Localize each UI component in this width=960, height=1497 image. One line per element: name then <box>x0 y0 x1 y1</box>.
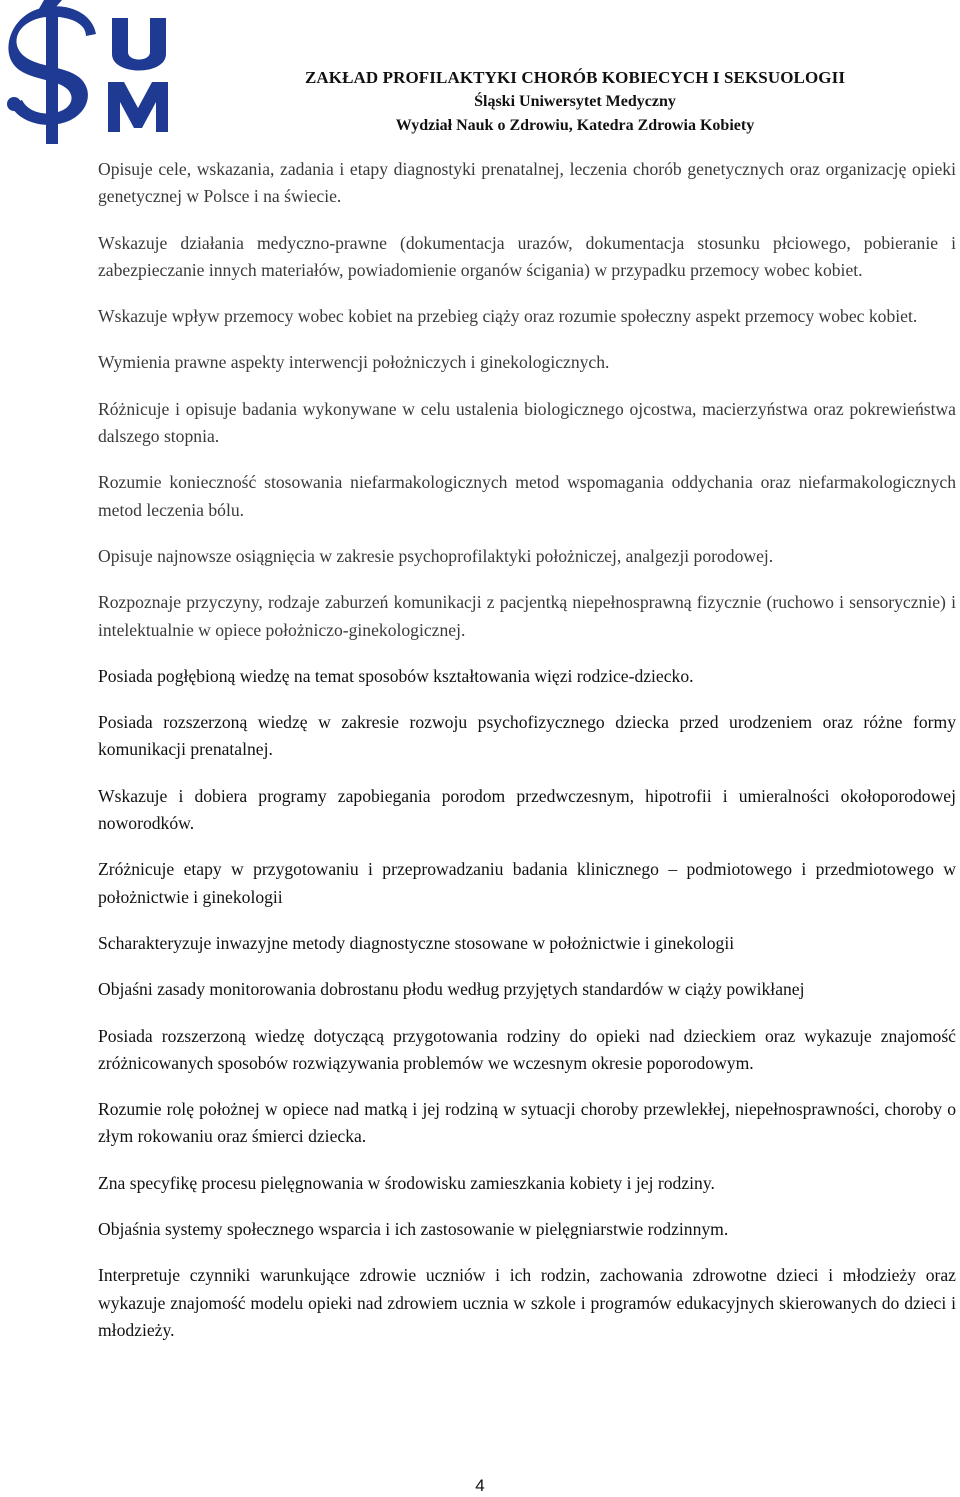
paragraph: Objaśni zasady monitorowania dobrostanu płodu według przyjętych standardów w ciąży powikłanej <box>98 979 805 1000</box>
paragraph: Opisuje cele, wskazania, zadania i etapy diagnostyki prenatalnej, leczenia chorób genetycznych oraz organizację opieki genetycznej w Polsce i na świecie. <box>98 159 956 207</box>
paragraph: Scharakteryzuje inwazyjne metody diagnostyczne stosowane w położnictwie i ginekologii <box>98 932 735 953</box>
paragraph: Wymienia prawne aspekty interwencji położniczych i ginekologicznych. <box>98 352 610 373</box>
paragraph: Rozumie rolę położnej w opiece nad matką i jej rodziną w sytuacji choroby przewlekłej, niepełnosprawności, choroby o złym rokowaniu oraz śmierci dziecka. <box>98 1099 956 1147</box>
paragraph: Zna specyfikę procesu pielęgnowania w środowisku zamieszkania kobiety i jej rodziny. <box>98 1172 715 1193</box>
learning-outcomes-list <box>98 156 956 1363</box>
header-university: Śląski Uniwersytet Medyczny <box>474 93 676 110</box>
paragraph: Zróżnicuje etapy w przygotowaniu i przeprowadzaniu badania klinicznego – podmiotowego i przedmiotowego w położnictwie i ginekologii <box>98 859 956 907</box>
paragraph: Objaśnia systemy społecznego wsparcia i ich zastosowanie w pielęgniarstwie rodzinnym. <box>98 1219 729 1240</box>
paragraph: Interpretuje czynniki warunkujące zdrowie uczniów i ich rodzin, zachowania zdrowotne dzieci i młodzieży oraz wykazuje znajomość modelu opieki nad zdrowiem ucznia w szkole i programów edukacyjnych skierowanych do dzieci i młodzieży. <box>98 1265 956 1340</box>
paragraph: Rozumie konieczność stosowania niefarmakologicznych metod wspomagania oddychania oraz niefarmakologicznych metod leczenia bólu. <box>98 472 956 520</box>
page-number: 4 <box>475 1476 485 1495</box>
header-department: ZAKŁAD PROFILAKTYKI CHORÓB KOBIECYCH I SEKSUOLOGII <box>304 68 846 87</box>
paragraph: Wskazuje wpływ przemocy wobec kobiet na przebieg ciąży oraz rozumie społeczny aspekt przemocy wobec kobiet. <box>98 306 918 327</box>
header-faculty: Wydział Nauk o Zdrowiu, Katedra Zdrowia Kobiety <box>395 117 755 134</box>
paragraph: Posiada rozszerzoną wiedzę w zakresie rozwoju psychofizycznego dziecka przed urodzeniem oraz różne formy komunikacji prenatalnej. <box>98 712 956 760</box>
sum-logo-graphic <box>0 0 190 150</box>
paragraph: Posiada pogłębioną wiedzę na temat sposobów kształtowania więzi rodzice-dziecko. <box>98 665 694 686</box>
paragraph: Rozpoznaje przyczyny, rodzaje zaburzeń komunikacji z pacjentką niepełnosprawną fizycznie (ruchowo i sensorycznie) i intelektualnie w opiece położniczo-ginekologicznej. <box>98 592 956 640</box>
paragraph: Posiada rozszerzoną wiedzę dotyczącą przygotowania rodziny do opieki nad dzieckiem oraz wykazuje znajomość zróżnicowanych sposobów rozwiązywania problemów we wczesnym okresie poporodowym. <box>98 1025 956 1073</box>
document-header <box>190 66 960 138</box>
paragraph: Różnicuje i opisuje badania wykonywane w celu ustalenia biologicznego ojcostwa, macierzyństwa oraz pokrewieństwa dalszego stopnia. <box>98 398 956 447</box>
paragraph: Wskazuje i dobiera programy zapobiegania porodom przedwczesnym, hipotrofii i umieralności okołoporodowej noworodków. <box>98 785 956 834</box>
university-logo <box>0 0 190 150</box>
paragraph: Wskazuje działania medyczno-prawne (dokumentacja urazów, dokumentacja stosunku płciowego, pobieranie i zabezpieczanie innych materiałów, powiadomienie organów ścigania) w przypadku przemocy wobec kobiet. <box>98 232 956 280</box>
paragraph: Opisuje najnowsze osiągnięcia w zakresie psychoprofilaktyki położniczej, analgezji porodowej. <box>98 545 774 566</box>
